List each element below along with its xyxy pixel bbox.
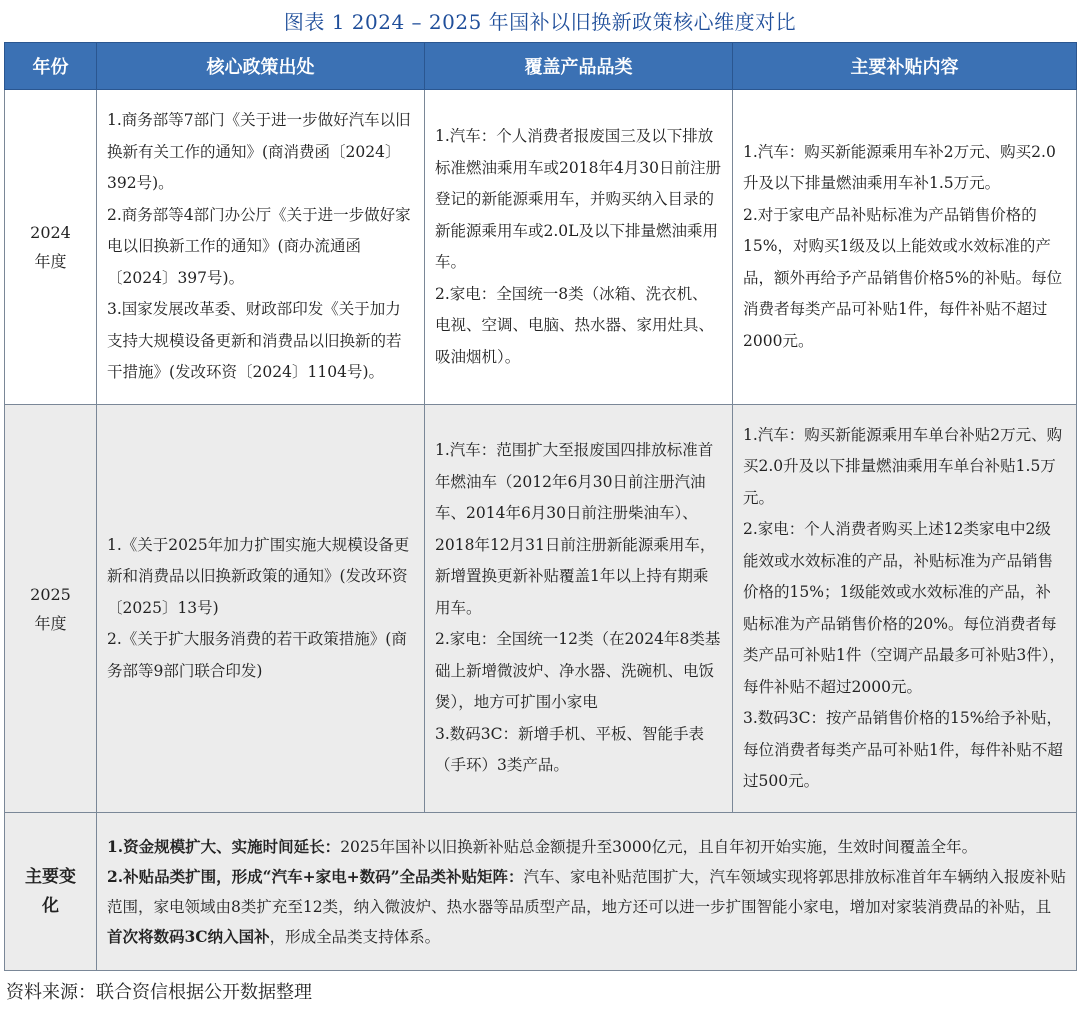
change-item-1-text: 2025年国补以旧换新补贴总金额提升至3000亿元，且自年初开始实施，生效时间覆盖全年。 (340, 837, 978, 856)
change-item-2 (107, 862, 1066, 952)
policy-cell-2024 (97, 90, 425, 405)
change-item-2-heading: 2.补贴品类扩围，形成“汽车+家电+数码”全品类补贴矩阵： (107, 866, 524, 886)
year-suffix: 年度 (34, 252, 67, 271)
change-item-2-emphasis: 首次将数码3C纳入国补 (107, 926, 270, 946)
changes-label: 主要变 (25, 866, 76, 887)
subsidy-cell-2024 (733, 90, 1077, 405)
figure-title: 图表 1 2024 – 2025 年国补以旧换新政策核心维度对比 (283, 10, 797, 34)
header-year: 年份 (5, 43, 97, 90)
policy-item: 1.《关于2025年加力扩围实施大规模设备更新和消费品以旧换新政策的通知》(发改环资〔2025〕13号) (107, 535, 410, 617)
table-header-row (5, 43, 1077, 90)
year-cell-2025 (5, 405, 97, 813)
product-item: 2.家电：全国统一12类（在2024年8类基础上新增微波炉、净水器、洗碗机、电饭煲），地方可扩围小家电 (435, 630, 721, 712)
product-item: 1.汽车：个人消费者报废国三及以下排放标准燃油乘用车或2018年4月30日前注册登记的新能源乘用车，并购买纳入目录的新能源乘用车或2.0L及以下排量燃油乘用车。 (435, 127, 722, 271)
table-row-changes (5, 813, 1077, 971)
products-cell-2024 (425, 90, 733, 405)
product-item: 1.汽车：范围扩大至报废国四排放标准首年燃油车（2012年6月30日前注册汽油车、2014年6月30日前注册柴油车）、2018年12月31日前注册新能源乘用车，新增置换更新补贴覆盖1年以上持有期乘用车。 (435, 441, 716, 617)
changes-label-suffix: 化 (42, 895, 59, 916)
subsidy-item: 1.汽车：购买新能源乘用车单台补贴2万元、购买2.0升及以下排量燃油乘用车单台补贴1.5万元。 (743, 425, 1063, 507)
year-cell-2024 (5, 90, 97, 405)
subsidy-item: 1.汽车：购买新能源乘用车补2万元、购买2.0升及以下排量燃油乘用车补1.5万元。 (743, 142, 1056, 193)
subsidy-cell-2025 (733, 405, 1077, 813)
product-item: 3.数码3C：新增手机、平板、智能手表（手环）3类产品。 (435, 724, 705, 775)
change-item-1-heading: 1.资金规模扩大、实施时间延长： (107, 836, 341, 856)
change-item-2-text: 汽车、家电补贴范围扩大，汽车领域实现将郭思排放标准首年车辆纳入报废补贴范围，家电领域由8类扩充至12类，纳入微波炉、热水器等品质型产品，地方还可以进一步扩围智能小家电，增加对家装消费品的补贴，且 (107, 867, 1067, 916)
table-row-2024 (5, 90, 1077, 405)
header-products: 覆盖产品品类 (425, 43, 733, 90)
changes-cell (97, 813, 1077, 971)
year-label: 2025 (30, 584, 71, 604)
policy-item: 3.国家发展改革委、财政部印发《关于加力支持大规模设备更新和消费品以旧换新的若干措施》(发改环资〔2024〕1104号)。 (107, 300, 402, 382)
changes-label-cell (5, 813, 97, 971)
year-label: 2024 (30, 223, 71, 242)
policy-comparison-table (4, 42, 1077, 971)
change-item-2-tail: ，形成全品类支持体系。 (269, 927, 441, 946)
policy-item: 2.商务部等4部门办公厅《关于进一步做好家电以旧换新工作的通知》(商办流通函〔2024〕397号)。 (107, 205, 411, 287)
policy-cell-2025 (97, 405, 425, 813)
change-item-1 (107, 832, 1066, 862)
year-suffix: 年度 (34, 613, 67, 633)
subsidy-item: 2.家电：个人消费者购买上述12类家电中2级能效或水效标准的产品，补贴标准为产品销售价格的15%；1级能效或水效标准的产品，补贴标准为产品销售价格的20%。每位消费者每类产品可补贴1件（空调产品最多可补贴3件），每件补贴不超过2000元。 (743, 520, 1065, 696)
product-item: 2.家电：全国统一8类（冰箱、洗衣机、电视、空调、电脑、热水器、家用灶具、吸油烟机）。 (435, 284, 715, 366)
table-row-2025 (5, 405, 1077, 813)
subsidy-item: 2.对于家电产品补贴标准为产品销售价格的15%，对购买1级及以上能效或水效标准的产品，额外再给予产品销售价格5%的补贴。每位消费者每类产品可补贴1件，每件补贴不超过2000元。 (743, 205, 1063, 350)
header-subsidy: 主要补贴内容 (733, 43, 1077, 90)
policy-item: 2.《关于扩大服务消费的若干政策措施》(商务部等9部门联合印发) (107, 630, 407, 680)
policy-item: 1.商务部等7部门《关于进一步做好汽车以旧换新有关工作的通知》(商消费函〔2024〕392号)。 (107, 111, 411, 193)
source-note: 资料来源：联合资信根据公开数据整理 (6, 982, 312, 1003)
header-policy: 核心政策出处 (97, 43, 425, 90)
products-cell-2025 (425, 405, 733, 813)
subsidy-item: 3.数码3C：按产品销售价格的15%给予补贴，每位消费者每类产品可补贴1件，每件补贴不超过500元。 (743, 709, 1063, 790)
